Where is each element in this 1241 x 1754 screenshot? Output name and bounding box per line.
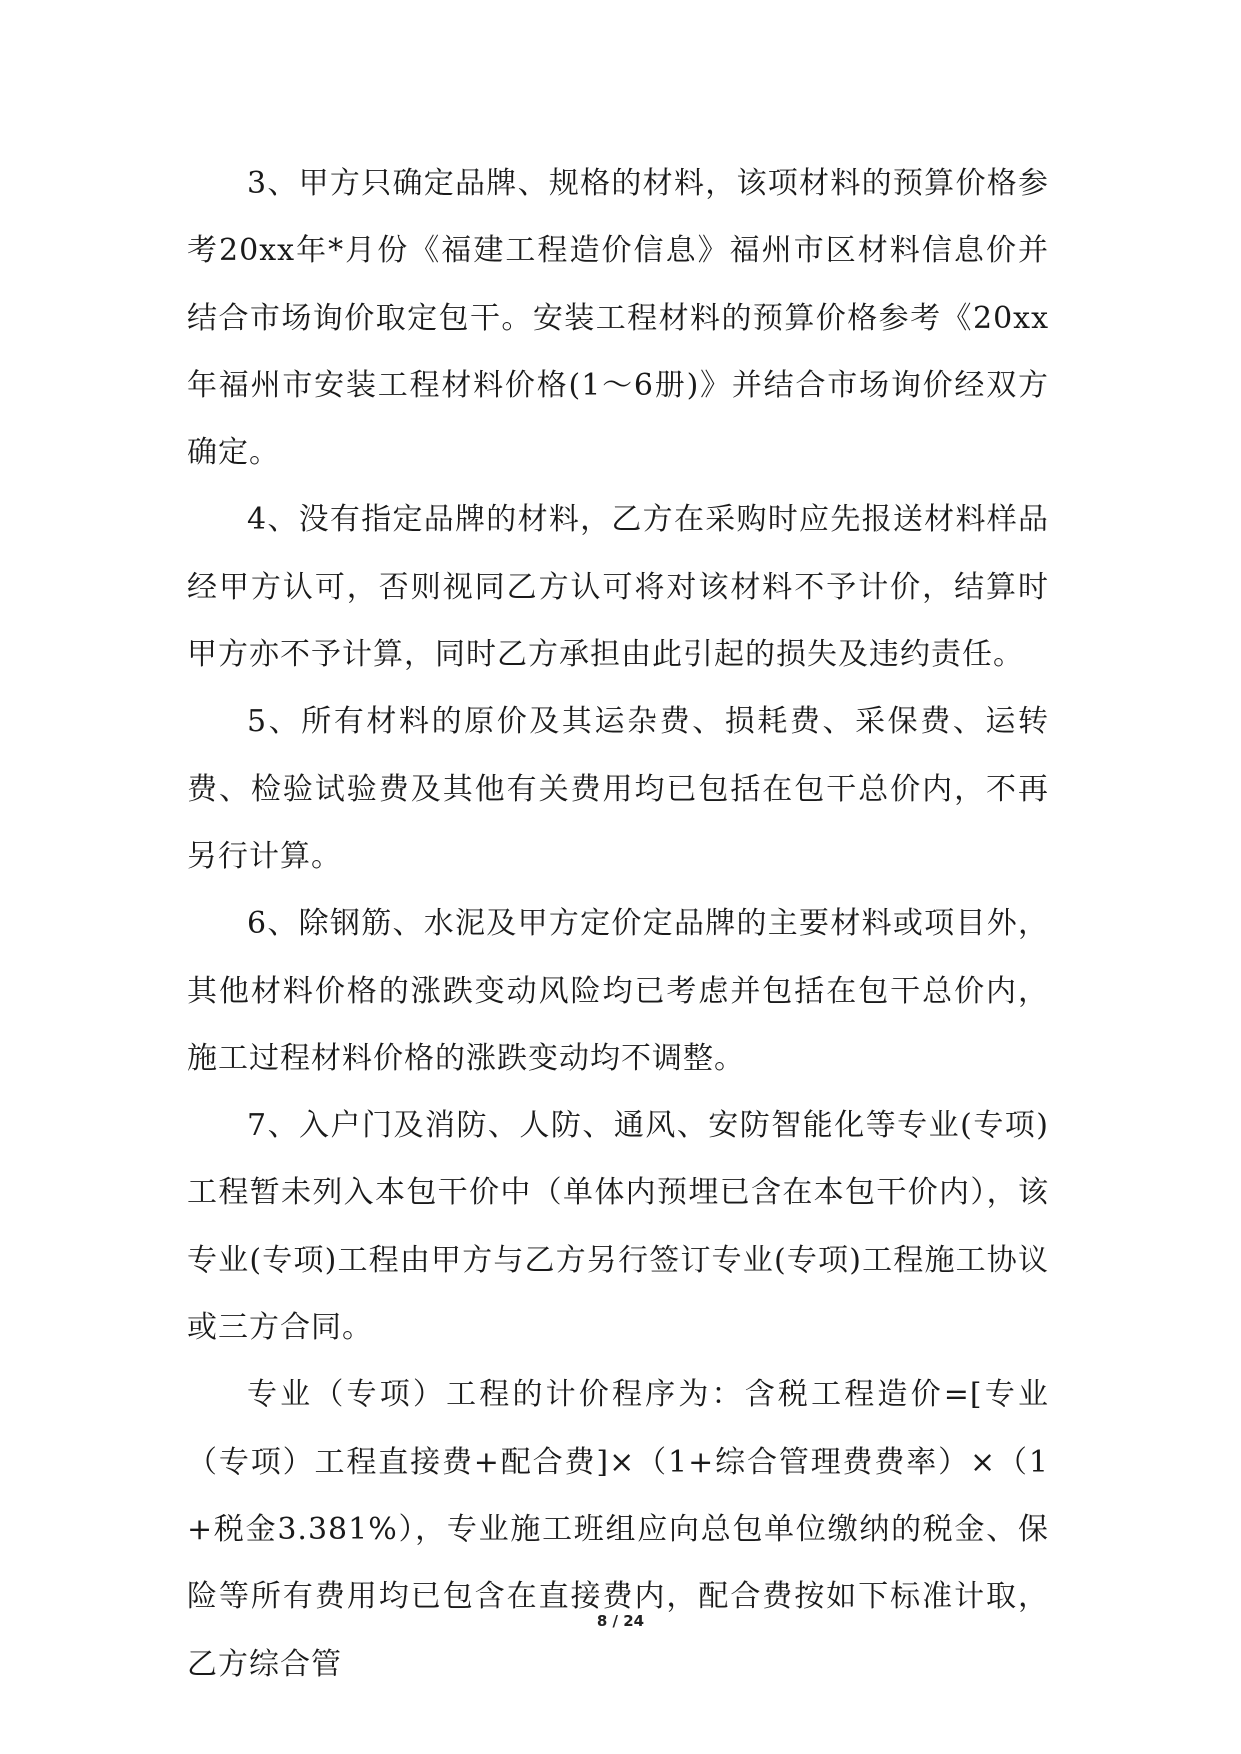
paragraph-clause-3: 3、甲方只确定品牌、规格的材料，该项材料的预算价格参考20xx年*月份《福建工程造价信息》福州市区材料信息价并结合市场询价取定包干。安装工程材料的预算价格参考《20xx年福州市安装工程材料价格(1～6册)》并结合市场询价经双方确定。 xyxy=(187,166,1049,471)
document-body xyxy=(187,150,1049,1698)
page-number: 8 / 24 xyxy=(596,1612,645,1630)
paragraph-clause-7: 7、入户门及消防、人防、通风、安防智能化等专业(专项)工程暂未列入本包干价中（单体内预埋已含在本包干价内），该专业(专项)工程由甲方与乙方另行签订专业(专项)工程施工协议或三方合同。 xyxy=(187,1108,1049,1346)
paragraph-pricing-procedure: 专业（专项）工程的计价程序为：含税工程造价=[专业（专项）工程直接费+配合费]×（1+综合管理费费率）×（1+税金3.381%），专业施工班组应向总包单位缴纳的税金、保险等所有费用均已包含在直接费内，配合费按如下标准计取，乙方综合管 xyxy=(187,1377,1049,1682)
paragraph-clause-5: 5、所有材料的原价及其运杂费、损耗费、采保费、运转费、检验试验费及其他有关费用均已包括在包干总价内，不再另行计算。 xyxy=(187,704,1049,874)
paragraph-clause-6: 6、除钢筋、水泥及甲方定价定品牌的主要材料或项目外，其他材料价格的涨跌变动风险均已考虑并包括在包干总价内，施工过程材料价格的涨跌变动均不调整。 xyxy=(187,906,1049,1076)
paragraph-clause-4: 4、没有指定品牌的材料，乙方在采购时应先报送材料样品经甲方认可，否则视同乙方认可将对该材料不予计价，结算时甲方亦不予计算，同时乙方承担由此引起的损失及违约责任。 xyxy=(187,502,1049,673)
